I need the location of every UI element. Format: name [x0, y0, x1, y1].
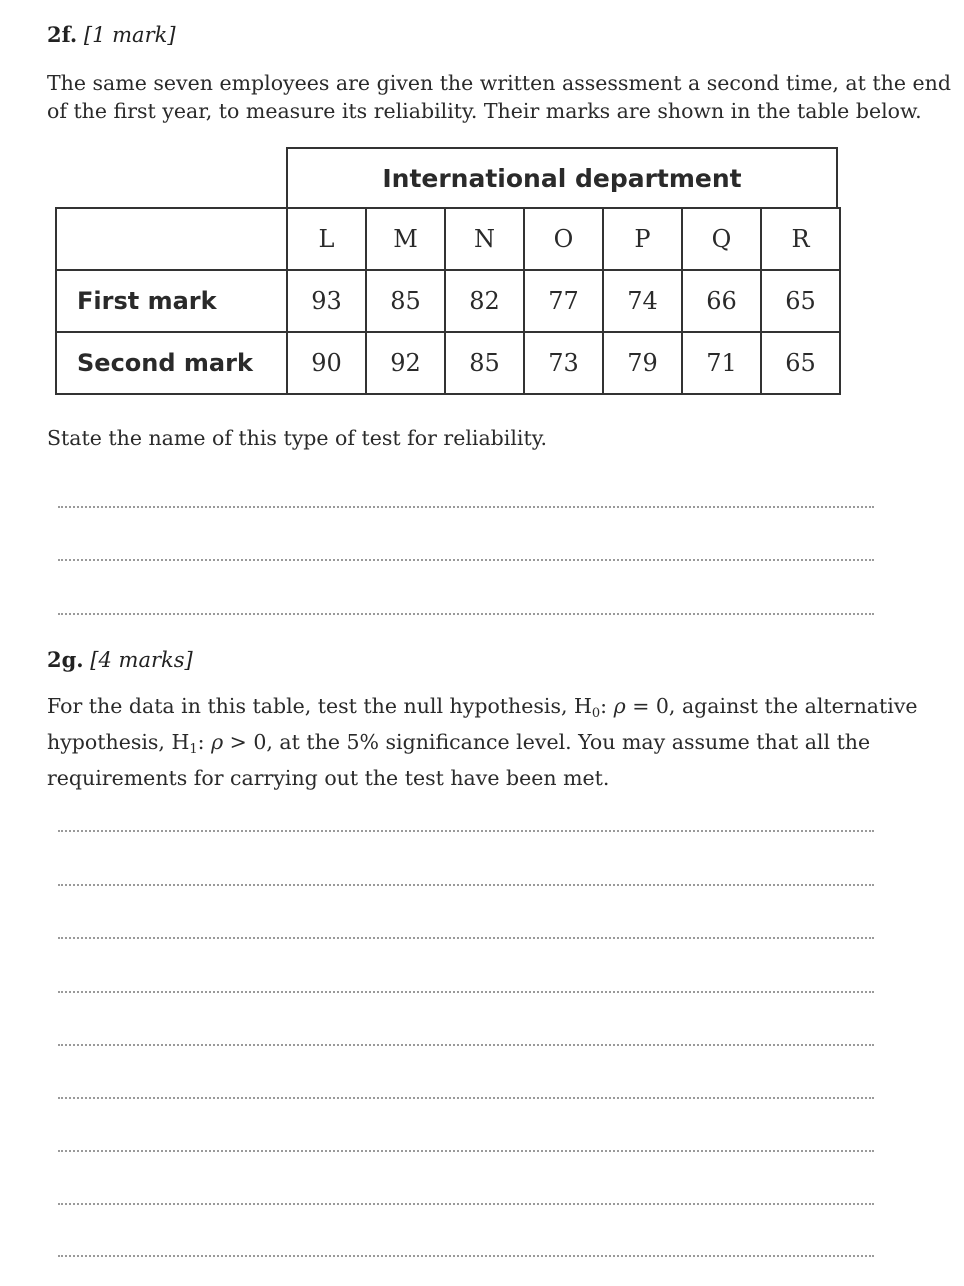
employee-label: Q: [682, 208, 761, 270]
answer-line[interactable]: [58, 937, 874, 939]
empty-corner-cell: [56, 208, 287, 270]
answer-line[interactable]: [58, 1097, 874, 1099]
mark-cell: 66: [682, 270, 761, 332]
answer-line[interactable]: [58, 1044, 874, 1046]
employee-label: P: [603, 208, 682, 270]
mark-cell: 77: [524, 270, 603, 332]
answer-line[interactable]: [58, 613, 874, 615]
department-header: International department: [286, 147, 838, 207]
employee-label: O: [524, 208, 603, 270]
answer-line[interactable]: [58, 1203, 874, 1205]
intro-line-2: of the first year, to measure its reliability. Their marks are shown in the table below.: [47, 99, 922, 123]
question-marks: [4 marks]: [90, 648, 193, 672]
question-2g-text: [47, 692, 947, 792]
mark-cell: 73: [524, 332, 603, 394]
employee-label: M: [366, 208, 445, 270]
answer-line[interactable]: [58, 506, 874, 508]
question-number: 2f.: [47, 22, 78, 47]
answer-line[interactable]: [58, 830, 874, 832]
table-row: [56, 332, 840, 394]
q2g-line-2: hypothesis, $H_1$: ρ > 0, at the 5% significance level. You may assume that all the: [47, 730, 871, 757]
employee-label: N: [445, 208, 524, 270]
mark-cell: 85: [445, 332, 524, 394]
employee-header-row: [56, 208, 840, 270]
mark-cell: 74: [603, 270, 682, 332]
q2g-line-3: requirements for carrying out the test have been met.: [47, 766, 610, 790]
question-2f-heading: [47, 22, 176, 47]
answer-line[interactable]: [58, 884, 874, 886]
row-label-second-mark: Second mark: [56, 332, 287, 394]
prompt-text: State the name of this type of test for reliability.: [47, 426, 548, 450]
question-2f-intro: [47, 69, 951, 125]
question-marks: [1 mark]: [83, 23, 176, 47]
mark-cell: 92: [366, 332, 445, 394]
mark-cell: 93: [287, 270, 366, 332]
question-number: 2g.: [47, 647, 84, 672]
mark-cell: 71: [682, 332, 761, 394]
marks-table: [55, 207, 841, 395]
q2g-line-1: For the data in this table, test the null hypothesis, $H_0$: ρ = 0, against the alternative: [47, 694, 918, 721]
answer-line[interactable]: [58, 991, 874, 993]
mark-cell: 82: [445, 270, 524, 332]
question-2f-prompt: [47, 424, 947, 452]
answer-line[interactable]: [58, 1150, 874, 1152]
row-label-first-mark: First mark: [56, 270, 287, 332]
answer-line[interactable]: [58, 559, 874, 561]
table-row: [56, 270, 840, 332]
mark-cell: 90: [287, 332, 366, 394]
mark-cell: 85: [366, 270, 445, 332]
mark-cell: 79: [603, 332, 682, 394]
intro-line-1: The same seven employees are given the written assessment a second time, at the end: [47, 71, 951, 95]
question-2g-heading: [47, 647, 193, 672]
employee-label: R: [761, 208, 840, 270]
mark-cell: 65: [761, 270, 840, 332]
mark-cell: 65: [761, 332, 840, 394]
answer-line[interactable]: [58, 1255, 874, 1257]
employee-label: L: [287, 208, 366, 270]
